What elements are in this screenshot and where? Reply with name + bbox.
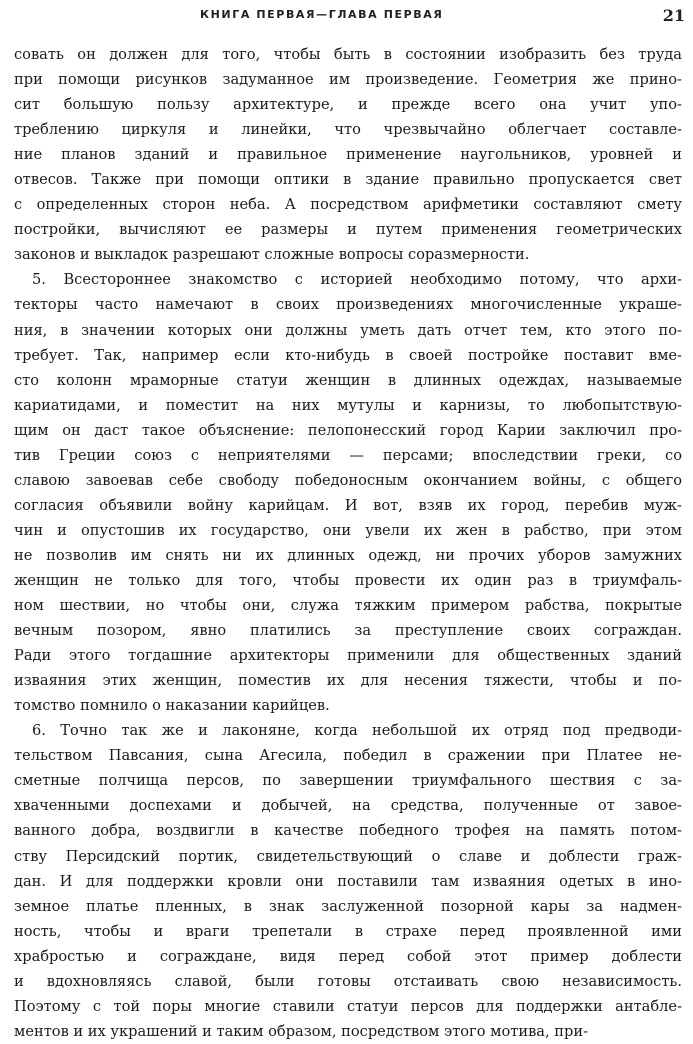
text-line: треблению циркуля и линейки, что чрезвычайно облегчает составле- xyxy=(14,121,682,139)
text-line: ном шествии, но чтобы они, служа тяжким примером рабства, покрытые xyxy=(14,597,682,615)
text-line: и вдохновляясь славой, были готовы отстаивать свою независимость. xyxy=(14,972,682,990)
text-line: сит большую пользу архитектуре, и прежде всего она учит упо- xyxy=(14,96,682,114)
text-line: ность, чтобы и враги трепетали в страхе перед проявленной ими xyxy=(14,922,682,940)
running-head xyxy=(0,6,693,28)
text-line: вечным позором, явно платились за преступление своих сограждан. xyxy=(14,622,682,640)
text-line: Ради этого тогдашние архитекторы применили для общественных зданий xyxy=(14,647,682,665)
text-line: щим он даст такое объяснение: пелопонесский город Карии заключил про- xyxy=(14,421,682,439)
text-line: с определенных сторон неба. А посредством арифметики составляют смету xyxy=(14,196,682,214)
text-line: ству Персидский портик, свидетельствующий о славе и доблести граж- xyxy=(14,847,682,865)
text-line: сто колонн мраморные статуи женщин в длинных одеждах, называемые xyxy=(14,371,682,389)
text-line: чин и опустошив их государство, они увели их жен в рабство, при этом xyxy=(14,521,682,539)
text-line: согласия объявили войну карийцам. И вот, взяв их город, перебив муж- xyxy=(14,496,682,514)
text-line: Поэтому с той поры многие ставили статуи персов для поддержки антабле- xyxy=(14,997,682,1015)
text-line: ния, в значении которых они должны уметь дать отчет тем, кто этого по- xyxy=(14,321,682,339)
text-line: сметные полчища персов, по завершении триумфального шествия с за- xyxy=(14,772,682,790)
text-line: совать он должен для того, чтобы быть в состоянии изобразить без труда xyxy=(14,46,682,63)
text-line: требует. Так, например если кто-нибудь в своей постройке поставит вме- xyxy=(14,346,682,364)
page-number: 21 xyxy=(662,6,685,25)
text-line: при помощи рисунков задуманное им произведение. Геометрия же прино- xyxy=(14,71,682,89)
text-line: законов и выкладок разрешают сложные вопросы соразмерности. xyxy=(14,246,530,264)
text-line: 5. Всестороннее знакомство с историей необходимо потому, что архи- xyxy=(32,271,682,289)
text-line: 6. Точно так же и лаконяне, когда небольшой их отряд под предводи- xyxy=(32,722,682,740)
text-line: ние планов зданий и правильное применение наугольников, уровней и xyxy=(14,146,682,164)
text-line: тив Греции союз с неприятелями — персами; впоследствии греки, со xyxy=(14,446,682,464)
text-line: тельством Павсания, сына Агесила, победил в сражении при Платее не- xyxy=(14,747,682,765)
text-line: кариатидами, и поместит на них мутулы и карнизы, то любопытствую- xyxy=(14,396,682,414)
text-line: женщин не только для того, чтобы провести их один раз в триумфаль- xyxy=(14,571,682,589)
text-line: текторы часто намечают в своих произведениях многочисленные украше- xyxy=(14,296,682,314)
text-line: не позволив им снять ни их длинных одежд, ни прочих уборов замужних xyxy=(14,546,682,564)
body-text xyxy=(14,42,682,1044)
text-line: отвесов. Также при помощи оптики в здание правильно пропускается свет xyxy=(14,171,682,189)
text-line: постройки, вычисляют ее размеры и путем применения геометрических xyxy=(14,221,682,239)
running-title: КНИГА ПЕРВАЯ—ГЛАВА ПЕРВАЯ xyxy=(200,8,444,21)
text-line: храбростью и сограждане, видя перед собой этот пример доблести xyxy=(14,947,682,965)
text-line: хваченными доспехами и добычей, на средства, полученные от завое- xyxy=(14,797,682,815)
text-line: ванного добра, воздвигли в качестве победного трофея на память потом- xyxy=(14,822,682,840)
text-line: славою завоевав себе свободу победоносным окончанием войны, с общего xyxy=(14,471,682,489)
text-line: ментов и их украшений и таким образом, посредством этого мотива, при- xyxy=(14,1022,588,1040)
text-line: томство помнило о наказании карийцев. xyxy=(14,697,330,715)
text-line: дан. И для поддержки кровли они поставили там изваяния одетых в ино- xyxy=(14,872,682,890)
text-line: изваяния этих женщин, поместив их для несения тяжести, чтобы и по- xyxy=(14,672,682,690)
text-line: земное платье пленных, в знак заслуженной позорной кары за надмен- xyxy=(14,897,682,915)
